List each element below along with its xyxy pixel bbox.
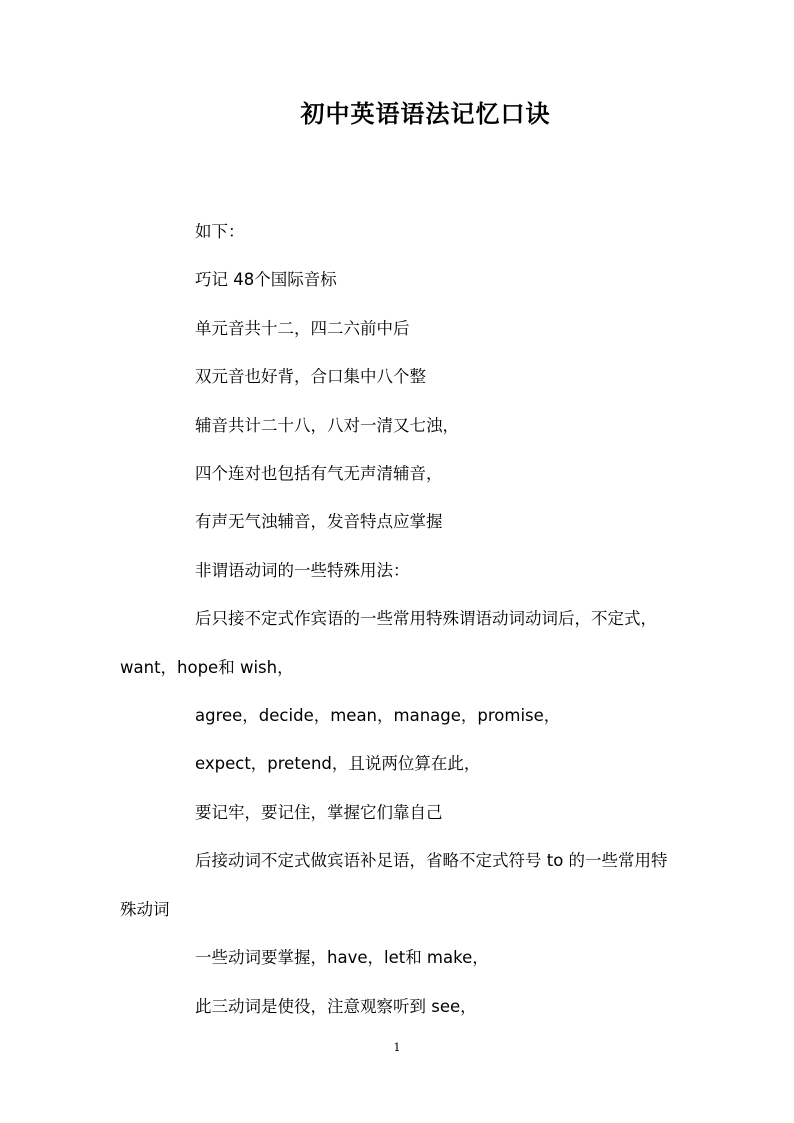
paragraph: agree，decide，mean，manage，promise，: [195, 706, 561, 726]
paragraph: 如下：: [195, 222, 245, 241]
paragraph: 要记牢，要记住，掌握它们靠自己: [195, 802, 443, 822]
page-number: 1: [393, 1041, 401, 1054]
paragraph: 非谓语动词的一些特殊用法：: [195, 560, 410, 580]
paragraph: 辅音共计二十八，八对一清又七浊，: [195, 415, 459, 435]
paragraph: 双元音也好背，合口集中八个整: [195, 367, 426, 387]
paragraph: 有声无气浊辅音，发音特点应掌握: [195, 512, 443, 532]
paragraph: 一些动词要掌握，have，let和 make，: [195, 948, 489, 968]
paragraph: 四个连对也包括有气无声清辅音，: [195, 464, 443, 484]
paragraph: 后接动词不定式做宾语补足语，省略不定式符号 to 的一些常用特殊动词: [120, 851, 668, 919]
document-title: 初中英语语法记忆口诀: [300, 99, 551, 128]
document-body: [120, 208, 680, 1031]
paragraph: 后只接不定式作宾语的一些常用特殊谓语动词动词后，不定式，want，hope和 wish，: [120, 609, 657, 677]
paragraph: 此三动词是使役，注意观察听到 see，: [195, 996, 477, 1016]
paragraph: expect，pretend，且说两位算在此，: [195, 754, 481, 774]
paragraph: 单元音共十二，四二六前中后: [195, 318, 410, 338]
paragraph: 巧记 48个国际音标: [195, 270, 337, 290]
